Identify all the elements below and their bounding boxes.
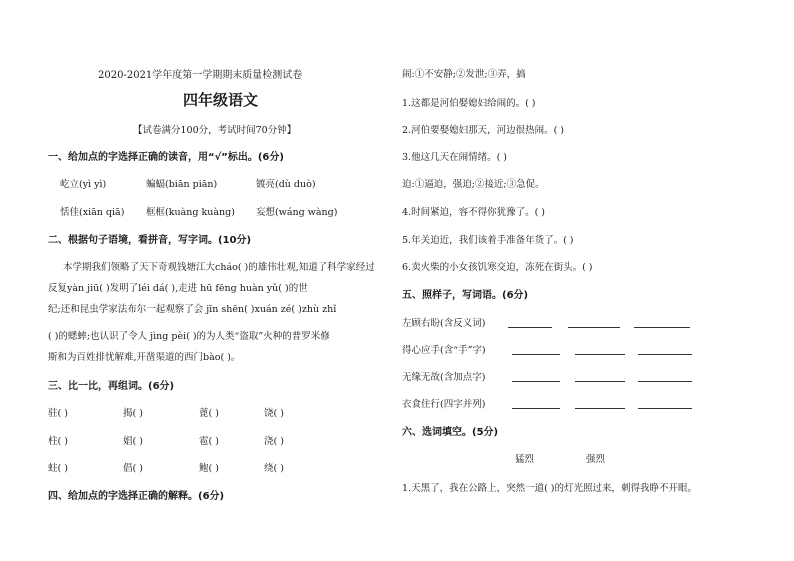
s5-example: 衣食住行(四字并列) bbox=[402, 399, 486, 410]
s2-line: 斯和为百姓排忧解难,开凿渠道的西门bào( )。 bbox=[48, 352, 241, 363]
section3-heading: 三、比一比，再组词。(6分) bbox=[48, 381, 175, 392]
s4-options-1: 闹:①不安静;②发泄;③弄，搞 bbox=[402, 69, 526, 80]
s1-item: 蝙蝠(biān piān) bbox=[146, 179, 218, 190]
exam-info: 【试卷满分100分，考试时间70分钟】 bbox=[133, 125, 297, 136]
s6-question: 1.天黑了，我在公路上，突然一道( )的灯光照过来，刺得我睁不开眼。 bbox=[402, 483, 697, 494]
s3-item: 柱( ) bbox=[48, 436, 68, 447]
answer-blank[interactable] bbox=[634, 327, 690, 328]
s3-item: 揭( ) bbox=[123, 408, 143, 419]
s1-item: 框框(kuàng kuàng) bbox=[146, 207, 235, 218]
s1-item: 妄想(wáng wàng) bbox=[256, 207, 338, 218]
section2-heading: 二、根据句子语境，看拼音，写字词。(10分) bbox=[48, 235, 252, 246]
s3-item: 浇( ) bbox=[264, 436, 284, 447]
answer-blank[interactable] bbox=[638, 381, 692, 382]
s3-item: 蛀( ) bbox=[48, 463, 68, 474]
s2-line: ( )的蟋蟀;也认识了令人 jìng pèi( )的为人类“盗取”火种的普罗米修 bbox=[48, 331, 330, 342]
s1-item: 镀亮(dù duò) bbox=[256, 179, 316, 190]
answer-blank[interactable] bbox=[512, 408, 560, 409]
s5-example: 得心应手(含“手”字) bbox=[402, 345, 486, 356]
s4-question: 6.卖火柴的小女孩饥寒交迫，冻死在街头。( ) bbox=[402, 262, 593, 273]
s6-word-option: 猛烈 bbox=[515, 454, 535, 465]
answer-blank[interactable] bbox=[512, 381, 560, 382]
s3-item: 蓖( ) bbox=[199, 408, 219, 419]
section1-heading: 一、给加点的字选择正确的读音，用“√”标出。(6分) bbox=[48, 152, 284, 163]
section5-heading: 五、照样子，写词语。(6分) bbox=[402, 290, 529, 301]
answer-blank[interactable] bbox=[512, 354, 560, 355]
answer-blank[interactable] bbox=[575, 408, 625, 409]
s4-question: 2.河伯要娶媳妇那天，河边很热闹。( ) bbox=[402, 125, 564, 136]
section6-heading: 六、选词填空。(5分) bbox=[402, 427, 499, 438]
answer-blank[interactable] bbox=[568, 327, 620, 328]
answer-blank[interactable] bbox=[575, 381, 625, 382]
s3-item: 饶( ) bbox=[264, 408, 284, 419]
s1-item: 恬佳(xiān qiā) bbox=[60, 207, 125, 218]
s5-example: 左顾右盼(含反义词) bbox=[402, 318, 486, 329]
s6-word-option: 强烈 bbox=[586, 454, 606, 465]
s2-line: 反复yàn jiū( )发明了léi dá( ),走进 hū fēng huàn yǔ( )的世 bbox=[48, 283, 308, 294]
s4-options-2: 迫:①逼迫，强迫;②接近;③急促。 bbox=[402, 179, 545, 190]
grade-title: 四年级语文 bbox=[183, 91, 259, 109]
answer-blank[interactable] bbox=[575, 354, 625, 355]
answer-blank[interactable] bbox=[508, 327, 552, 328]
s4-question: 1.这都是河伯娶媳妇给闹的。( ) bbox=[402, 98, 536, 109]
s3-item: 倡( ) bbox=[123, 463, 143, 474]
s2-line: 本学期我们领略了天下奇观钱塘江大cháo( )的雄伟壮观,知道了科学家经过 bbox=[63, 262, 375, 273]
s3-item: 雹( ) bbox=[199, 436, 219, 447]
s3-item: 绕( ) bbox=[264, 463, 284, 474]
s5-example: 无缘无故(含加点字) bbox=[402, 372, 486, 383]
answer-blank[interactable] bbox=[638, 354, 692, 355]
section4-heading: 四、给加点的字选择正确的解释。(6分) bbox=[48, 491, 225, 502]
s1-item: 屹立(yì yì) bbox=[60, 179, 107, 190]
answer-blank[interactable] bbox=[638, 408, 692, 409]
s3-item: 鲍( ) bbox=[199, 463, 219, 474]
exam-title: 2020-2021学年度第一学期期末质量检测试卷 bbox=[98, 70, 303, 81]
s2-line: 纪;还和昆虫学家法布尔一起观察了会 jīn shēn( )xuán zé( )zhù zhǐ bbox=[48, 304, 337, 315]
s4-question: 3.他这几天在闹情绪。( ) bbox=[402, 152, 507, 163]
s3-item: 驻( ) bbox=[48, 408, 68, 419]
s3-item: 娼( ) bbox=[123, 436, 143, 447]
s4-question: 5.年关迫近，我们该着手准备年货了。( ) bbox=[402, 235, 574, 246]
s4-question: 4.时间紧迫，容不得你犹豫了。( ) bbox=[402, 207, 545, 218]
